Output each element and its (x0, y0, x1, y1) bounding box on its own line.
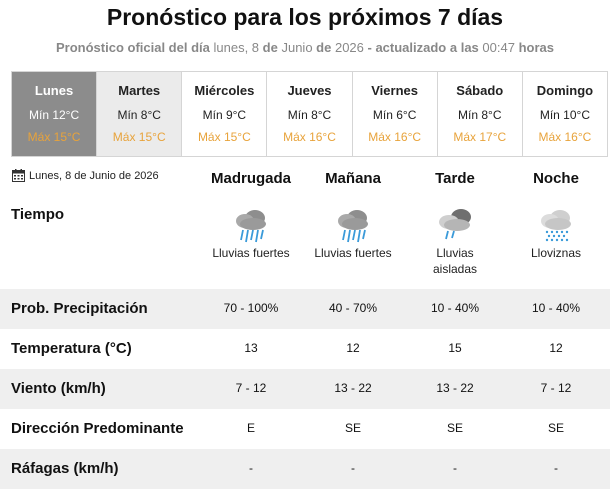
page-subtitle: Pronóstico oficial del día lunes, 8 de Junio de 2026 - actualizado a las 00:47 horas (56, 40, 554, 55)
day-tab-lunes[interactable]: Lunes Mín 12°C Máx 15°C (12, 72, 97, 156)
weather-desc-tarde: Lluvias aisladas (432, 246, 478, 276)
heavy-rain-icon (333, 205, 373, 245)
day-tab-miercoles[interactable]: Miércoles Mín 9°C Máx 15°C (182, 72, 267, 156)
period-manana: Mañana (325, 170, 381, 187)
day-tab-sabado[interactable]: Sábado Mín 8°C Máx 17°C (438, 72, 523, 156)
weather-desc-madrugada: Lluvias fuertes (212, 246, 290, 260)
row-gusts: Ráfagas (km/h) - - - - (0, 449, 610, 489)
row-temperature: Temperatura (°C) 13 12 15 12 (11, 340, 563, 357)
heavy-rain-icon (231, 205, 271, 245)
drizzle-icon (536, 205, 576, 245)
day-tab-jueves[interactable]: Jueves Mín 8°C Máx 16°C (267, 72, 352, 156)
weather-desc-noche: Lloviznas (530, 246, 582, 260)
scattered-rain-icon (435, 205, 475, 245)
calendar-icon (12, 169, 25, 182)
weather-row-label: Tiempo (11, 206, 65, 223)
page-title: Pronóstico para los próximos 7 días (106, 4, 504, 30)
row-wind-direction: Dirección Predominante E SE SE SE (11, 420, 564, 437)
period-tarde: Tarde (435, 170, 475, 187)
period-noche: Noche (533, 170, 579, 187)
weather-desc-manana: Lluvias fuertes (314, 246, 392, 260)
period-madrugada: Madrugada (210, 170, 291, 187)
day-tabs (11, 71, 608, 157)
day-tab-domingo[interactable]: Domingo Mín 10°C Máx 16°C (523, 72, 607, 156)
detail-date: Lunes, 8 de Junio de 2026 (12, 169, 159, 182)
row-wind: Viento (km/h) 7 - 12 13 - 22 13 - 22 7 - 12 (0, 369, 610, 409)
day-tab-viernes[interactable]: Viernes Mín 6°C Máx 16°C (353, 72, 438, 156)
row-precipitation: Prob. Precipitación 70 - 100% 40 - 70% 10 - 40% 10 - 40% (0, 289, 610, 329)
day-tab-martes[interactable]: Martes Mín 8°C Máx 15°C (97, 72, 182, 156)
